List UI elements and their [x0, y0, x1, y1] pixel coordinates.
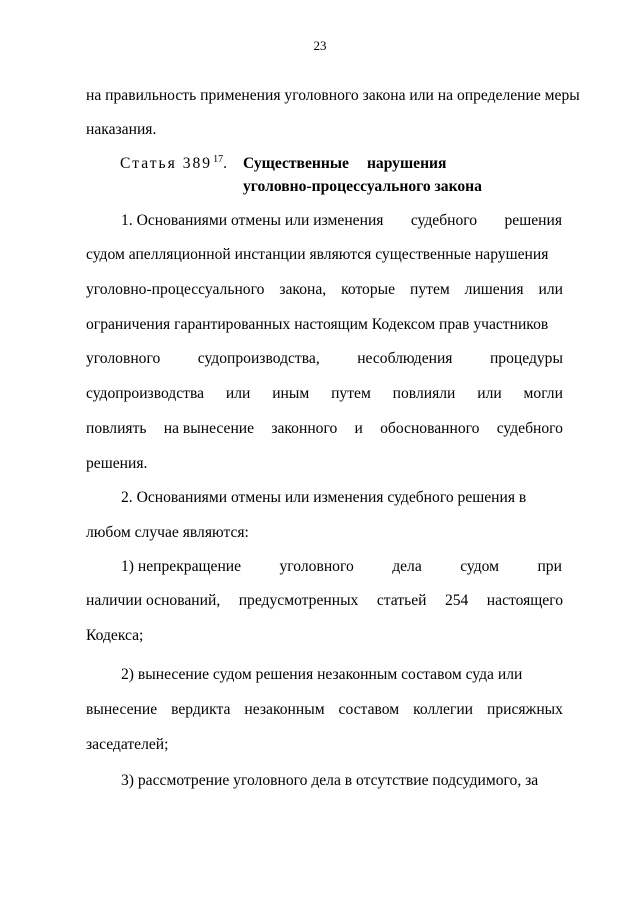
- word: лишения: [464, 281, 524, 298]
- word: 3) рассмотрение уголовного дела в отсутствие подсудимого, за: [121, 772, 539, 789]
- word: незаконным: [244, 701, 325, 718]
- word: при: [537, 558, 562, 575]
- word: законного: [271, 420, 338, 437]
- word: наличии оснований,: [86, 592, 221, 609]
- word: или: [225, 385, 251, 402]
- text-line: [86, 420, 563, 438]
- word: предусмотренных: [238, 592, 359, 609]
- word: судебного: [496, 420, 563, 437]
- word: могли: [523, 385, 563, 402]
- word: иным: [272, 385, 310, 402]
- word: процедуры: [489, 350, 563, 367]
- text-line: [86, 385, 563, 403]
- text-line: заседателей;: [86, 736, 169, 753]
- text-line: [86, 281, 563, 299]
- article-title-word: нарушения: [366, 155, 447, 172]
- word: дела: [392, 558, 422, 575]
- word: или: [477, 385, 502, 402]
- word: судом: [460, 558, 500, 575]
- text-line: [86, 701, 563, 719]
- word: на вынесение: [163, 420, 255, 437]
- word: судом апелляционной инстанции являются существенные нарушения: [86, 246, 549, 263]
- word: судебного: [410, 212, 478, 229]
- text-line: [121, 489, 562, 507]
- word: и: [354, 420, 363, 437]
- text-line: [86, 350, 563, 368]
- text-line: решения.: [86, 455, 148, 472]
- article-title-word: Существенные: [243, 155, 349, 172]
- text-line: [121, 212, 562, 230]
- word: несоблюдения: [357, 350, 453, 367]
- word: уголовно-процессуального: [86, 281, 265, 298]
- article-period: .: [223, 155, 230, 172]
- word: судопроизводства,: [197, 350, 320, 367]
- text-line: [121, 666, 562, 684]
- word: коллегии: [413, 701, 474, 718]
- word: 2) вынесение судом решения незаконным составом суда или: [121, 666, 523, 683]
- text-line: наказания.: [86, 121, 157, 138]
- word: или: [538, 281, 563, 298]
- word: повлиять: [86, 420, 147, 437]
- text-line: [86, 316, 563, 334]
- word: уголовного: [279, 558, 354, 575]
- text-line: [86, 246, 563, 264]
- word: присяжных: [486, 701, 563, 718]
- text-line: на правильность применения уголовного закона или на определение меры: [86, 87, 580, 104]
- word: судопроизводства: [86, 385, 205, 402]
- word: вынесение: [86, 701, 158, 718]
- article-superscript: 17: [213, 154, 224, 165]
- article-label: [120, 154, 229, 173]
- text-line: Кодекса;: [86, 627, 144, 644]
- article-label-text: Статья 389: [120, 155, 213, 172]
- word: составом: [338, 701, 400, 718]
- word: которые: [341, 281, 396, 298]
- word: закона,: [279, 281, 327, 298]
- word: повлияли: [392, 385, 456, 402]
- word: решения: [504, 212, 562, 229]
- article-title-line-1: [243, 155, 446, 173]
- word: обоснованного: [380, 420, 480, 437]
- word: 254: [444, 592, 469, 609]
- word: ограничения гарантированных настоящим Кодексом прав участников: [86, 316, 549, 333]
- text-line: любом случае являются:: [86, 524, 249, 541]
- article-title-line-2: уголовно-процессуального закона: [243, 178, 482, 195]
- word: 2. Основаниями отмены или изменения судебного решения в: [121, 489, 527, 506]
- word: уголовного: [86, 350, 161, 367]
- page-number: 23: [313, 38, 327, 53]
- word: вердикта: [171, 701, 231, 718]
- word: 1. Основаниями отмены или изменения: [121, 212, 384, 229]
- text-line: [121, 772, 562, 790]
- word: путем: [331, 385, 371, 402]
- word: настоящего: [486, 592, 563, 609]
- word: 1) непрекращение: [121, 558, 242, 575]
- text-line: [121, 558, 562, 576]
- word: путем: [409, 281, 450, 298]
- text-line: [86, 592, 563, 610]
- word: статьей: [376, 592, 427, 609]
